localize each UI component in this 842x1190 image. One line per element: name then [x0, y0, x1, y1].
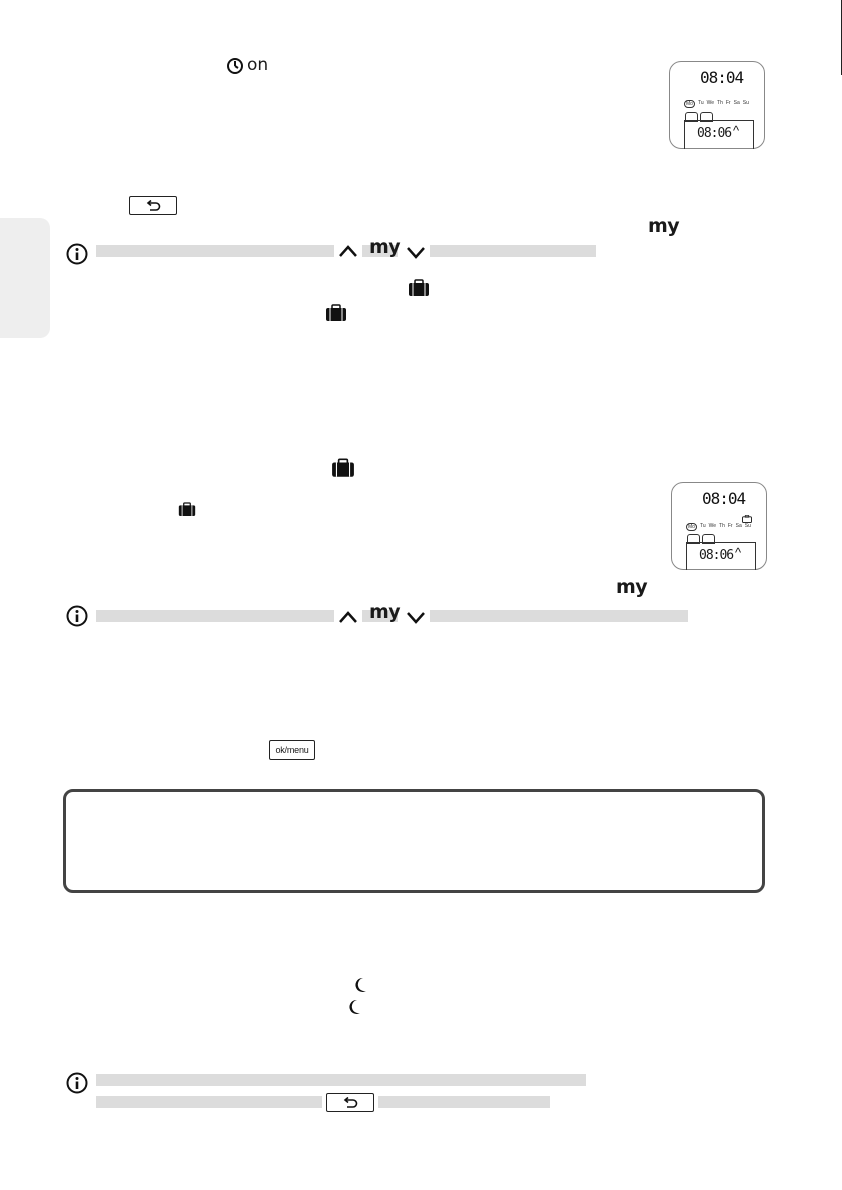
chevron-up-icon	[338, 609, 358, 630]
info-icon	[66, 1072, 88, 1094]
ok-menu-label: ok/menu	[275, 745, 309, 755]
chevron-down-icon	[406, 610, 426, 631]
back-button-key	[129, 196, 177, 215]
info-text-line	[96, 1096, 322, 1108]
lcd-up-indicator-icon: ^	[733, 123, 740, 138]
chevron-down-icon	[406, 245, 426, 266]
moon-icon	[347, 999, 361, 1020]
lcd-time-top: 08:04	[700, 68, 744, 87]
chevron-up-icon	[338, 243, 358, 264]
lcd-day: Su	[742, 100, 749, 106]
lcd-day: Mo	[688, 524, 695, 530]
lcd-day: Th	[719, 523, 725, 529]
ok-menu-key	[269, 740, 315, 760]
lcd-display-1	[669, 61, 765, 149]
lcd-days-row	[686, 523, 751, 531]
lcd-day: Tu	[697, 100, 704, 106]
lcd-time-bottom: 08:06	[699, 548, 734, 563]
timer-on-label: on	[247, 55, 269, 75]
info-icon	[66, 243, 88, 265]
info-text-line	[378, 1096, 550, 1108]
lcd-day: We	[708, 523, 717, 529]
lcd-up-indicator-icon: ^	[735, 545, 742, 560]
lcd-day: Sa	[735, 523, 742, 529]
crop-mark	[833, 0, 842, 75]
lcd-lower-panel	[686, 542, 756, 570]
lcd-day: Mo	[686, 101, 693, 107]
lcd-day: Sa	[733, 100, 740, 106]
back-button-key	[326, 1093, 374, 1112]
moon-icon	[353, 977, 367, 998]
lcd-day: Th	[717, 100, 723, 106]
suitcase-icon	[408, 279, 430, 302]
my-button-label: my	[648, 215, 680, 237]
lcd-display-2	[671, 482, 767, 570]
my-button-label: my	[369, 601, 401, 623]
lcd-day: Fr	[725, 100, 731, 106]
info-text-line	[96, 610, 334, 622]
back-arrow-icon	[145, 200, 161, 212]
note-box	[63, 789, 765, 893]
language-side-tab	[0, 218, 50, 338]
my-button-label: my	[369, 236, 401, 258]
lcd-day: We	[706, 100, 715, 106]
suitcase-icon	[325, 304, 347, 327]
lcd-lower-panel	[684, 120, 754, 149]
info-text-line	[430, 245, 596, 257]
lcd-day: Tu	[699, 523, 706, 529]
suitcase-icon	[178, 502, 196, 522]
info-text-line	[96, 245, 334, 257]
lcd-mode-icons	[687, 534, 715, 542]
lcd-day: Fr	[727, 523, 733, 529]
lcd-mode-icons	[685, 112, 713, 120]
back-arrow-icon	[342, 1097, 358, 1109]
lcd-time-top: 08:04	[702, 489, 746, 508]
info-text-line	[430, 610, 688, 622]
info-icon	[66, 605, 88, 627]
info-text-line	[96, 1074, 586, 1086]
lcd-day: Su	[744, 523, 751, 529]
lcd-days-row	[684, 100, 749, 108]
my-button-label: my	[616, 576, 648, 598]
lcd-time-bottom: 08:06	[697, 126, 732, 141]
suitcase-icon	[331, 458, 355, 483]
power-icon	[226, 57, 244, 75]
